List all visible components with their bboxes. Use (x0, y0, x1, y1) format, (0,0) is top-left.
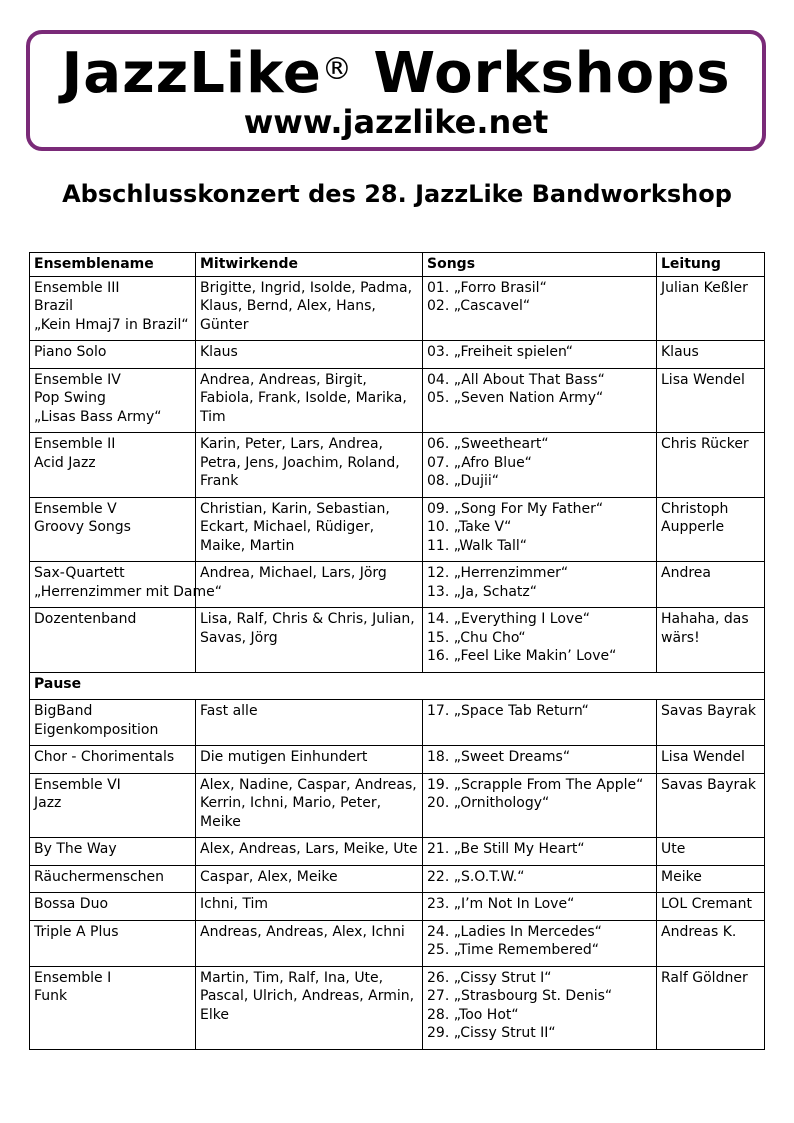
ensemble-name-line: By The Way (34, 841, 117, 857)
ensemble-name-line: Funk (34, 988, 68, 1004)
song-line: 22. „S.O.T.W.“ (427, 868, 525, 885)
lead-cell: Ute (657, 838, 765, 866)
lead-cell: Chris Rücker (657, 433, 765, 498)
song-line: 03. „Freiheit spielen“ (427, 344, 574, 360)
song-line: 20. „Ornithology“ (427, 795, 550, 811)
song-line: 11. „Walk Tall“ (427, 537, 528, 554)
ensemble-name-cell (30, 966, 196, 1049)
song-line: 14. „Everything I Love“ (427, 611, 591, 627)
song-line: 19. „Scrapple From The Apple“ (427, 776, 644, 793)
ensemble-name-cell (30, 920, 196, 966)
members-cell: Karin, Peter, Lars, Andrea, Petra, Jens, Joachim, Roland, Frank (196, 433, 423, 498)
members-cell: Fast alle (196, 700, 423, 746)
table-row (30, 746, 765, 774)
members-cell: Alex, Andreas, Lars, Meike, Ute (196, 838, 423, 866)
song-line: 01. „Forro Brasil“ (427, 279, 547, 296)
header-banner (26, 30, 766, 151)
ensemble-name-line: Pop Swing (34, 390, 106, 406)
table-row (30, 893, 765, 921)
members-cell: Alex, Nadine, Caspar, Andreas, Kerrin, Ichni, Mario, Peter, Meike (196, 773, 423, 838)
song-line: 07. „Afro Blue“ (427, 454, 532, 471)
table-row (30, 920, 765, 966)
table-header-row (30, 253, 765, 277)
table-row (30, 276, 765, 341)
brand-name: JazzLike (61, 41, 322, 106)
website-url[interactable]: www.jazzlike.net (243, 103, 549, 141)
songs-cell (423, 433, 657, 498)
song-line: 02. „Cascavel“ (427, 298, 531, 314)
songs-cell (423, 773, 657, 838)
lead-cell: LOL Cremant (657, 893, 765, 921)
ensemble-name-cell (30, 608, 196, 673)
table-row (30, 497, 765, 562)
song-line: 04. „All About That Bass“ (427, 371, 605, 388)
ensemble-name-cell (30, 893, 196, 921)
song-line: 09. „Song For My Father“ (427, 500, 604, 517)
ensemble-name-line: Bossa Duo (34, 896, 109, 912)
songs-cell (423, 368, 657, 433)
members-cell: Andrea, Andreas, Birgit, Fabiola, Frank, Isolde, Marika, Tim (196, 368, 423, 433)
column-header-ensemble: Ensemblename (30, 253, 196, 277)
songs-cell (423, 893, 657, 921)
songs-cell (423, 562, 657, 608)
ensemble-name-line: Ensemble IV (34, 371, 121, 388)
ensemble-name-line: Chor - Chorimentals (34, 749, 175, 765)
ensemble-name-line: Ensemble VI (34, 776, 121, 793)
ensemble-name-cell (30, 865, 196, 893)
song-line: 29. „Cissy Strut II“ (427, 1025, 556, 1041)
pause-row (30, 672, 765, 700)
ensemble-name-line: Piano Solo (34, 344, 107, 360)
song-line: 28. „Too Hot“ (427, 1006, 519, 1023)
songs-cell (423, 966, 657, 1049)
page-title: Abschlusskonzert des 28. JazzLike Bandworkshop (62, 180, 732, 208)
songs-cell (423, 341, 657, 369)
table-row (30, 966, 765, 1049)
songs-cell (423, 838, 657, 866)
ensemble-name-line: Jazz (34, 795, 62, 811)
table-row (30, 608, 765, 673)
ensemble-name-line: Brazil (34, 298, 74, 314)
lead-cell: Klaus (657, 341, 765, 369)
songs-cell (423, 608, 657, 673)
song-line: 05. „Seven Nation Army“ (427, 390, 604, 406)
table-row (30, 838, 765, 866)
song-line: 10. „Take V“ (427, 519, 512, 535)
ensemble-name-line: Sax-Quartett (34, 565, 125, 581)
song-line: 18. „Sweet Dreams“ (427, 749, 571, 765)
ensemble-name-cell (30, 276, 196, 341)
ensemble-name-line: BigBand (34, 703, 93, 719)
ensemble-name-cell (30, 838, 196, 866)
column-header-songs: Songs (423, 253, 657, 277)
ensemble-name-line: „Herrenzimmer mit Dame“ (34, 583, 223, 600)
song-line: 24. „Ladies In Mercedes“ (427, 923, 602, 940)
brand-title (30, 41, 762, 106)
songs-cell (423, 865, 657, 893)
column-header-lead: Leitung (657, 253, 765, 277)
ensemble-name-line: Ensemble III (34, 279, 120, 296)
song-line: 23. „I’m Not In Love“ (427, 896, 575, 912)
ensemble-name-cell (30, 773, 196, 838)
song-line: 08. „Dujii“ (427, 473, 500, 489)
members-cell: Klaus (196, 341, 423, 369)
members-cell: Lisa, Ralf, Chris & Chris, Julian, Savas, Jörg (196, 608, 423, 673)
lead-cell: Christoph Aupperle (657, 497, 765, 562)
ensemble-name-line: Triple A Plus (34, 923, 119, 940)
songs-cell (423, 497, 657, 562)
ensemble-name-cell (30, 368, 196, 433)
lead-cell: Meike (657, 865, 765, 893)
table-row (30, 700, 765, 746)
ensemble-name-line: Ensemble II (34, 436, 116, 452)
song-line: 21. „Be Still My Heart“ (427, 841, 585, 857)
ensemble-name-cell (30, 341, 196, 369)
members-cell: Andrea, Michael, Lars, Jörg (196, 562, 423, 608)
lead-cell: Lisa Wendel (657, 368, 765, 433)
lead-cell: Andrea (657, 562, 765, 608)
songs-cell (423, 746, 657, 774)
songs-cell (423, 700, 657, 746)
ensemble-name-cell (30, 497, 196, 562)
table-row (30, 341, 765, 369)
members-cell: Caspar, Alex, Meike (196, 865, 423, 893)
songs-cell (423, 920, 657, 966)
members-cell: Brigitte, Ingrid, Isolde, Padma, Klaus, Bernd, Alex, Hans, Günter (196, 276, 423, 341)
members-cell: Christian, Karin, Sebastian, Eckart, Michael, Rüdiger, Maike, Martin (196, 497, 423, 562)
song-line: 06. „Sweetheart“ (427, 436, 549, 452)
members-cell: Die mutigen Einhundert (196, 746, 423, 774)
table-row (30, 865, 765, 893)
song-line: 27. „Strasbourg St. Denis“ (427, 988, 613, 1004)
lead-cell: Savas Bayrak (657, 700, 765, 746)
ensemble-name-line: Räuchermenschen (34, 868, 165, 885)
lead-cell: Savas Bayrak (657, 773, 765, 838)
pause-label: Pause (30, 672, 765, 700)
ensemble-name-line: „Kein Hmaj7 in Brazil“ (34, 316, 189, 333)
table-row (30, 773, 765, 838)
members-cell: Ichni, Tim (196, 893, 423, 921)
lead-cell: Hahaha, das wärs! (657, 608, 765, 673)
ensemble-name-cell (30, 746, 196, 774)
lead-cell: Ralf Göldner (657, 966, 765, 1049)
song-line: 16. „Feel Like Makin’ Love“ (427, 648, 617, 664)
song-line: 13. „Ja, Schatz“ (427, 583, 538, 600)
song-line: 15. „Chu Cho“ (427, 629, 526, 646)
brand-suffix: Workshops (373, 41, 731, 106)
program-table (29, 252, 765, 1050)
ensemble-name-line: Ensemble I (34, 969, 112, 986)
song-line: 25. „Time Remembered“ (427, 942, 600, 958)
members-cell: Andreas, Andreas, Alex, Ichni (196, 920, 423, 966)
lead-cell: Andreas K. (657, 920, 765, 966)
songs-cell (423, 276, 657, 341)
ensemble-name-cell (30, 562, 223, 608)
lead-cell: Lisa Wendel (657, 746, 765, 774)
ensemble-name-line: Acid Jazz (34, 454, 96, 471)
ensemble-name-cell (30, 700, 196, 746)
table-row (30, 368, 765, 433)
lead-cell: Julian Keßler (657, 276, 765, 341)
ensemble-name-line: Eigenkomposition (34, 721, 159, 738)
ensemble-name-line: Dozentenband (34, 611, 137, 627)
song-line: 26. „Cissy Strut I“ (427, 969, 552, 986)
registered-mark: ® (321, 52, 353, 87)
ensemble-name-cell (30, 433, 196, 498)
column-header-members: Mitwirkende (196, 253, 423, 277)
table-row (30, 433, 765, 498)
ensemble-name-line: „Lisas Bass Army“ (34, 408, 162, 425)
members-cell: Martin, Tim, Ralf, Ina, Ute, Pascal, Ulrich, Andreas, Armin, Elke (196, 966, 423, 1049)
ensemble-name-line: Ensemble V (34, 500, 117, 517)
ensemble-name-line: Groovy Songs (34, 519, 131, 535)
table-row (30, 562, 765, 608)
song-line: 17. „Space Tab Return“ (427, 703, 589, 719)
song-line: 12. „Herrenzimmer“ (427, 565, 569, 581)
